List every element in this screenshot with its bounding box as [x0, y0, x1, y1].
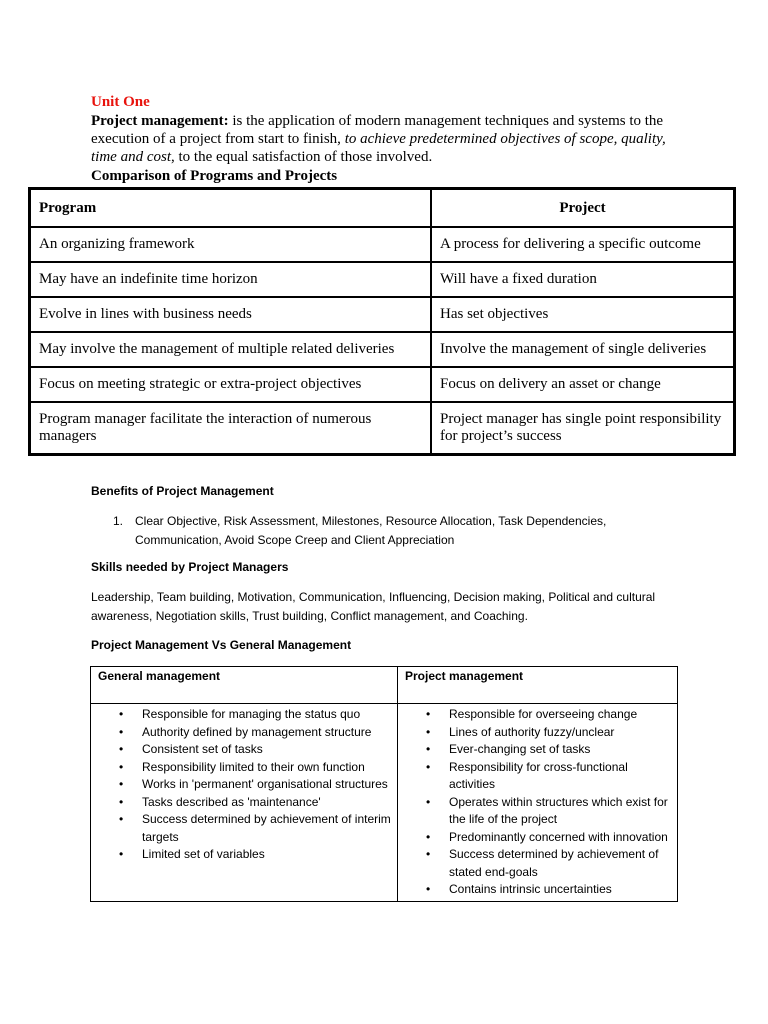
intro-text-1: is the application of modern management techniques and systems to the execution of a project from start to finish,: [91, 113, 664, 147]
list-item: [398, 794, 673, 829]
program-cell: Program manager facilitate the interaction of numerous managers: [30, 402, 432, 455]
bullet-icon: •: [426, 759, 431, 774]
bullet-icon: •: [119, 759, 124, 774]
comparison-header-project: Project: [431, 189, 735, 228]
bullet-icon: •: [426, 742, 431, 756]
program-cell: May have an indefinite time horizon: [30, 262, 432, 297]
list-item-text: Responsible for overseeing change: [449, 707, 638, 721]
list-item: [91, 724, 393, 742]
list-item: [91, 741, 393, 759]
program-cell: Evolve in lines with business needs: [30, 297, 432, 332]
program-cell: An organizing framework: [30, 227, 432, 262]
benefits-list: [91, 512, 651, 550]
bullet-icon: •: [426, 847, 431, 861]
list-item: [398, 829, 673, 847]
project-cell: A process for delivering a specific outcome: [431, 227, 735, 262]
comparison-table: [28, 187, 736, 456]
list-item: [398, 759, 673, 794]
skills-heading: Skills needed by Project Managers: [91, 560, 289, 574]
bullet-icon: •: [119, 812, 124, 826]
list-item: [91, 759, 393, 777]
bullet-icon: •: [426, 724, 431, 739]
bullet-icon: •: [119, 777, 124, 791]
project-management-cell: [398, 704, 678, 902]
comparison-row: [30, 262, 735, 297]
intro-term: Project management:: [91, 113, 229, 129]
project-cell: Involve the management of single deliveries: [431, 332, 735, 367]
project-management-header: Project management: [398, 667, 678, 704]
benefits-item: Clear Objective, Risk Assessment, Milestones, Resource Allocation, Task Dependencies, Communication, Avoid Scope Creep and Client Appreciation: [135, 514, 607, 547]
intro-text-2: , to the equal satisfaction of those involved.: [171, 149, 433, 165]
comparison-header-program: Program: [30, 189, 432, 228]
program-cell: Focus on meeting strategic or extra-project objectives: [30, 367, 432, 402]
intro-paragraph: [91, 112, 691, 166]
list-item-text: Ever-changing set of tasks: [449, 742, 591, 756]
comparison-row: [30, 332, 735, 367]
bullet-icon: •: [119, 742, 124, 756]
project-cell: Focus on delivery an asset or change: [431, 367, 735, 402]
skills-paragraph: Leadership, Team building, Motivation, Communication, Influencing, Decision making, Political and cultural awareness, Negotiation skills, Trust building, Conflict management, and Coaching.: [91, 590, 656, 623]
bullet-icon: •: [426, 707, 431, 721]
general-management-list: [91, 706, 393, 864]
bullet-icon: •: [119, 724, 124, 739]
list-item: [398, 846, 673, 881]
comparison-row: [30, 297, 735, 332]
comparison-title: Comparison of Programs and Projects: [91, 168, 338, 184]
comparison-row: [30, 227, 735, 262]
bullet-icon: •: [426, 882, 431, 896]
list-item: [91, 776, 393, 794]
project-cell: Project manager has single point responsibility for project’s success: [431, 402, 735, 455]
list-item-text: Lines of authority fuzzy/unclear: [449, 724, 615, 739]
intro-italic: to achieve predetermined objectives of scope, quality, time and cost: [91, 131, 666, 165]
benefits-heading: Benefits of Project Management: [91, 484, 274, 498]
general-management-header: General management: [91, 667, 398, 704]
list-item-text: Predominantly concerned with innovation: [449, 829, 668, 844]
list-item: [91, 794, 393, 812]
list-item-text: Responsible for managing the status quo: [142, 707, 361, 721]
program-cell: May involve the management of multiple related deliveries: [30, 332, 432, 367]
list-item: [398, 741, 673, 759]
unit-title: Unit One: [91, 94, 150, 110]
list-number: 1.: [113, 514, 124, 528]
comparison-header-row: [30, 189, 735, 228]
list-item-text: Consistent set of tasks: [142, 742, 263, 756]
list-item-text: Success determined by achievement of stated end-goals: [449, 847, 659, 879]
bullet-icon: •: [426, 794, 431, 809]
list-item-text: Responsibility for cross-functional activities: [449, 759, 628, 791]
bullet-icon: •: [426, 829, 431, 844]
list-item: [398, 881, 673, 899]
management-body-row: [91, 704, 678, 902]
list-item: [398, 724, 673, 742]
list-item-text: Authority defined by management structure: [142, 724, 372, 739]
project-cell: Will have a fixed duration: [431, 262, 735, 297]
list-item: [91, 706, 393, 724]
bullet-icon: •: [119, 707, 124, 721]
management-header-row: [91, 667, 678, 704]
list-item: [398, 706, 673, 724]
vs-heading: Project Management Vs General Management: [91, 638, 352, 652]
list-item: [91, 811, 393, 846]
bullet-icon: •: [119, 794, 124, 809]
comparison-row: [30, 367, 735, 402]
list-item-text: Tasks described as 'maintenance': [142, 794, 321, 809]
list-item-text: Works in 'permanent' organisational structures: [142, 777, 388, 791]
project-cell: Has set objectives: [431, 297, 735, 332]
list-item-text: Responsibility limited to their own function: [142, 759, 365, 774]
list-item-text: Success determined by achievement of interim targets: [142, 812, 391, 844]
management-comparison-table: [90, 666, 678, 902]
comparison-row: [30, 402, 735, 455]
list-item-text: Limited set of variables: [142, 847, 265, 861]
list-item-text: Operates within structures which exist for the life of the project: [449, 794, 668, 826]
bullet-icon: •: [119, 847, 124, 861]
general-management-cell: [91, 704, 398, 902]
project-management-list: [398, 706, 673, 899]
list-item: [91, 846, 393, 864]
list-item-text: Contains intrinsic uncertainties: [449, 882, 612, 896]
